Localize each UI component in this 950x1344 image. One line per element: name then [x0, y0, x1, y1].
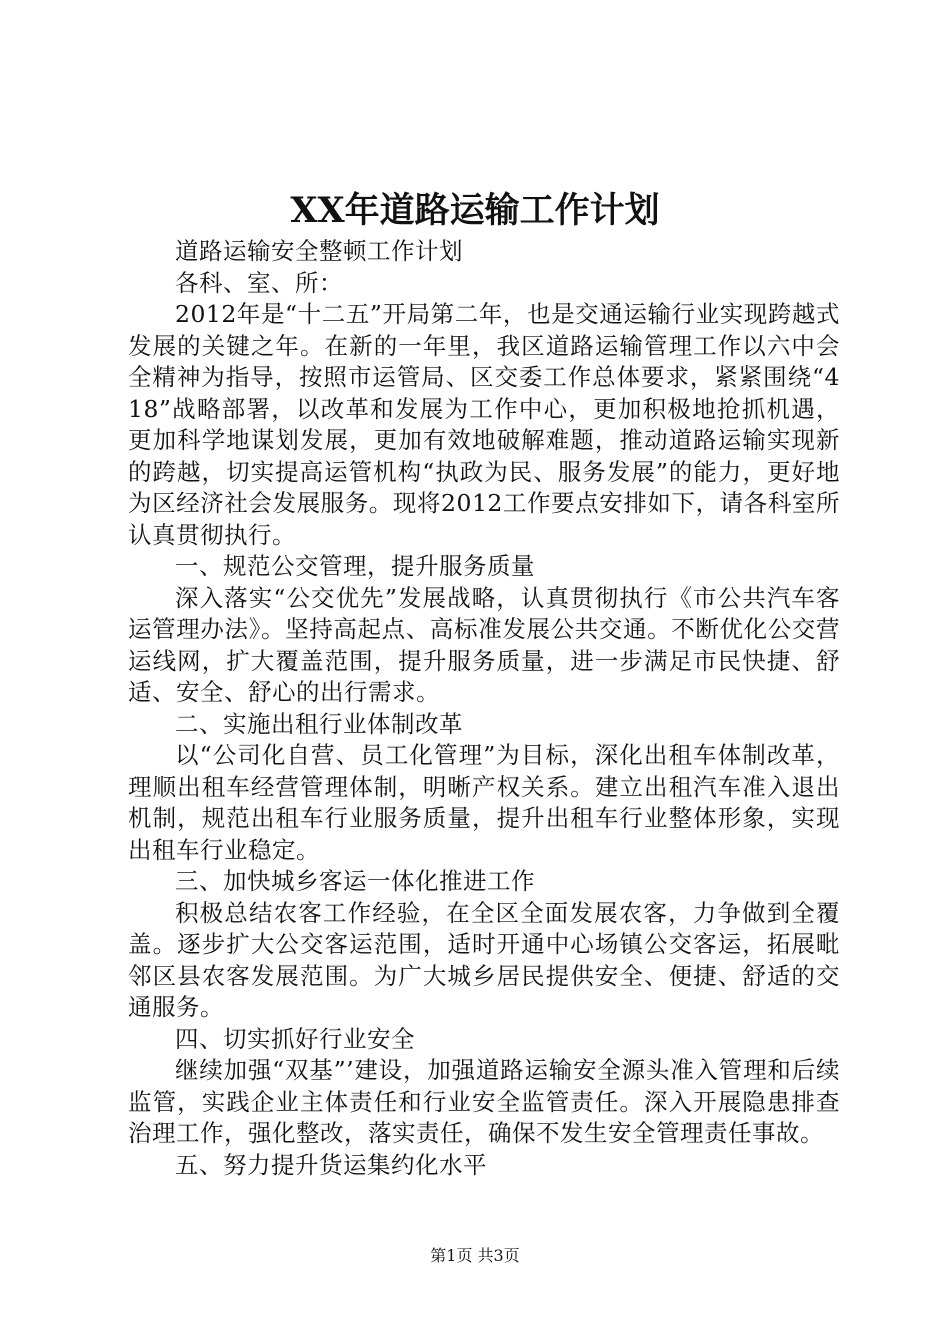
- section-body-1: 深入落实“公交优先”发展战略，认真贯彻执行《市公共汽车客运管理办法》。坚持高起点、高标准发展公共交通。不断优化公交营运线网，扩大覆盖范围，提升服务质量，进一步满足市民快捷、舒适、安全、舒心的出行需求。: [128, 583, 840, 706]
- section-body-3: 积极总结农客工作经验，在全区全面发展农客，力争做到全覆盖。逐步扩大公交客运范围，适时开通中心场镇公交客运，拓展毗邻区县农客发展范围。为广大城乡居民提供安全、便捷、舒适的交通服务。: [128, 898, 840, 1021]
- section-heading-4: 四、切实抓好行业安全: [175, 1024, 415, 1053]
- section-heading-1: 一、规范公交管理，提升服务质量: [175, 552, 535, 580]
- page-number-footer: 第1页 共3页: [430, 1246, 520, 1265]
- section-body-4: 继续加强“双基”’建设，加强道路运输安全源头准入管理和后续监管，实践企业主体责任和行业安全监管责任。深入开展隐患排查治理工作，强化整改，落实责任，确保不发生安全管理责任事故。: [128, 1056, 840, 1147]
- section-heading-5: 五、努力提升货运集约化水平: [175, 1150, 487, 1179]
- paragraph-subtitle: 道路运输安全整顿工作计划: [175, 237, 463, 265]
- document-title: XX年道路运输工作计划: [290, 190, 660, 231]
- section-body-2: 以“公司化自营、员工化管理”为目标，深化出租车体制改革，理顺出租车经营管理体制，明晰产权关系。建立出租汽车准入退出机制，规范出租车行业服务质量，提升出租车行业整体形象，实现出租车行业稳定。: [128, 741, 840, 864]
- document-body: [128, 236, 840, 1181]
- paragraph-intro: 2012年是“十二五”开局第二年，也是交通运输行业实现跨越式发展的关键之年。在新的一年里，我区道路运输管理工作以六中会全精神为指导，按照市运管局、区交委工作总体要求，紧紧围绕“418”战略部署，以改革和发展为工作中心，更加积极地抢抓机遇，更加科学地谋划发展，更加有效地破解难题，推动道路运输实现新的跨越，切实提高运管机构“执政为民、服务发展”的能力，更好地为区经济社会发展服务。现将2012工作要点安排如下，请各科室所认真贯彻执行。: [128, 300, 840, 549]
- section-heading-2: 二、实施出租行业体制改革: [175, 709, 463, 738]
- section-heading-3: 三、加快城乡客运一体化推进工作: [175, 867, 535, 895]
- paragraph-salutation: 各科、室、所：: [175, 268, 343, 297]
